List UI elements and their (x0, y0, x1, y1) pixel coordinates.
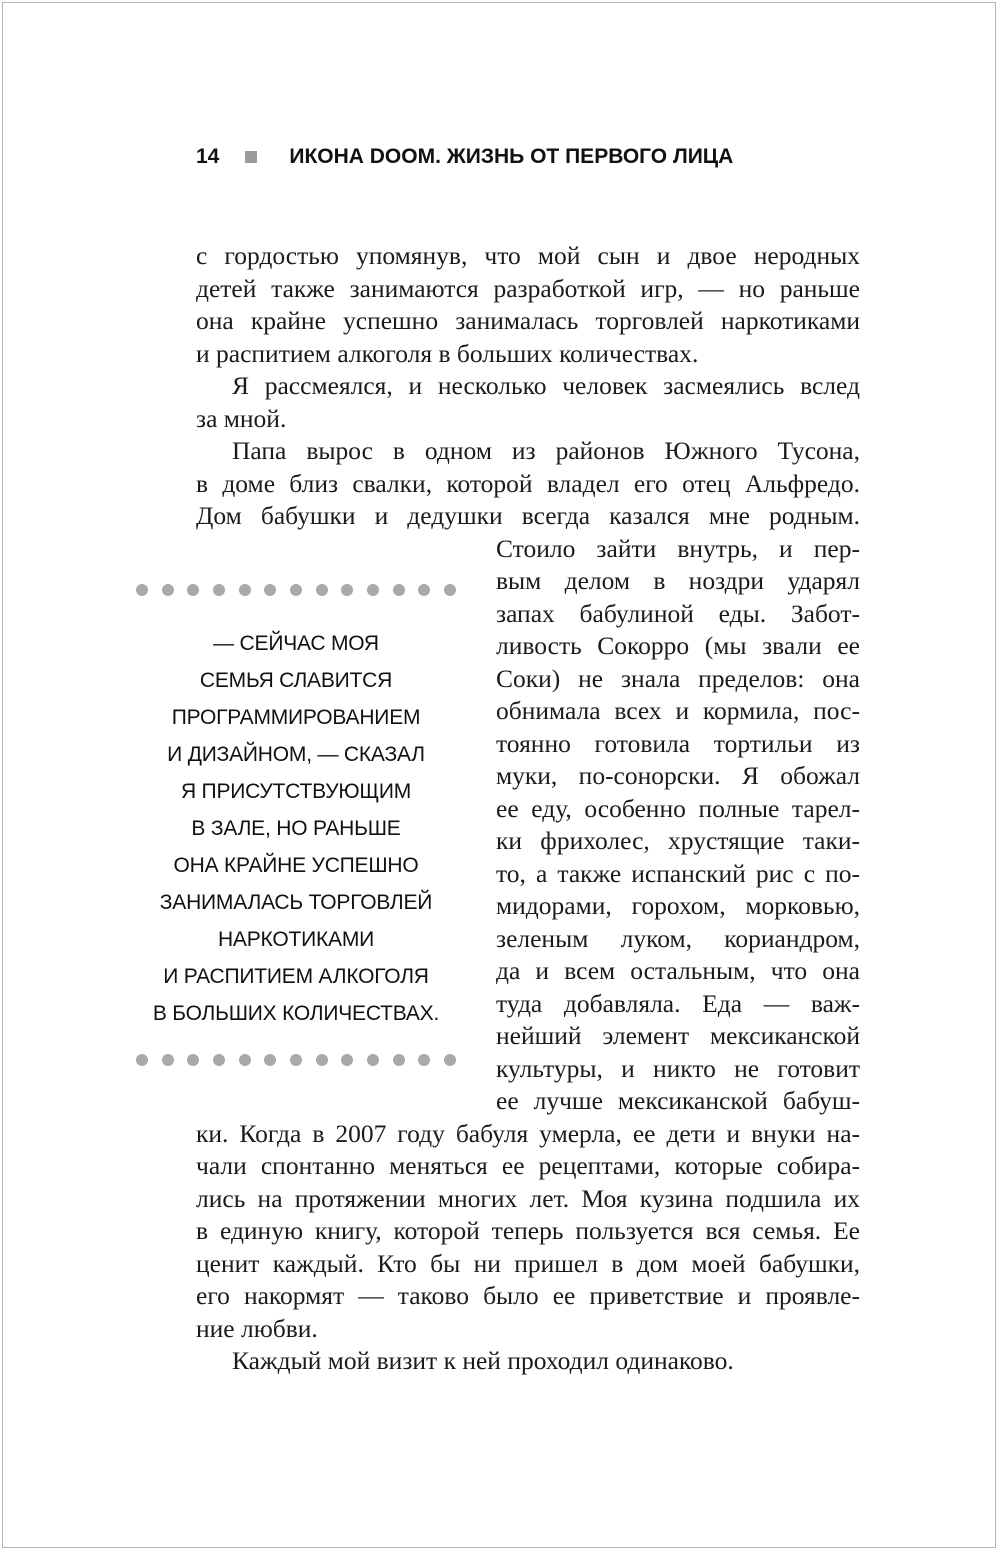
text-line: с гордостью упомянув, что мой сын и двое неродных (196, 241, 860, 270)
text-line: муки, по-сонорски. Я обожал (496, 761, 860, 790)
text-line: ки. Когда в 2007 году бабуля умерла, ее дети и внуки на- (196, 1119, 860, 1148)
pull-quote-top-dots (136, 584, 456, 598)
text-line: туда добавляла. Еда — важ- (496, 989, 860, 1018)
text-line: в единую книгу, которой теперь пользуется вся семья. Ее (196, 1216, 860, 1245)
pull-quote-line: В ЗАЛЕ, НО РАНЬШЕ (191, 817, 401, 840)
text-line: культуры, и никто не готовит (496, 1054, 860, 1083)
text-line: обнимала всех и кормила, пос- (496, 696, 860, 725)
text-line: нейший элемент мексиканской (496, 1021, 860, 1050)
text-line: то, а также испанский рис с по- (496, 859, 860, 888)
text-line: ки фрихолес, хрустящие таки- (496, 826, 860, 855)
pull-quote (136, 580, 456, 1025)
text-line: она крайне успешно занималась торговлей наркотиками (196, 306, 860, 335)
text-line: мидорами, горохом, морковью, (496, 891, 860, 920)
text-line: тоянно готовила тортильи из (496, 729, 860, 758)
text-line: ние любви. (196, 1314, 318, 1343)
text-line: да и всем остальным, что она (496, 956, 860, 985)
text-line: детей также занимаются разработкой игр, — но раньше (196, 274, 860, 303)
text-line: и распитием алкоголя в больших количествах. (196, 339, 699, 368)
text-line: ее лучше мексиканской бабуш- (496, 1086, 860, 1115)
text-line: в доме близ свалки, которой владел его отец Альфредо. (196, 469, 860, 498)
text-line: за мной. (196, 404, 287, 433)
pull-quote-line: Я ПРИСУТСТВУЮЩИМ (180, 780, 412, 803)
pull-quote-bottom-dots (136, 1054, 456, 1068)
text-line: его накормят — таково было ее приветствие и проявле- (196, 1281, 860, 1310)
pull-quote-line: — СЕЙЧАС МОЯ (213, 632, 379, 655)
text-line: зеленым луком, кориандром, (496, 924, 860, 953)
running-header (196, 142, 733, 172)
page-number: 14 (196, 145, 220, 168)
pull-quote-line: СЕМЬЯ СЛАВИТСЯ (199, 669, 393, 692)
text-line: вым делом в ноздри ударял (496, 566, 860, 595)
text-line: ценит каждый. Кто бы ни пришел в дом моей бабушки, (196, 1249, 860, 1278)
text-line: чали спонтанно меняться ее рецептами, которые собира- (196, 1151, 860, 1180)
pull-quote-line: ПРОГРАММИРОВАНИЕМ (171, 706, 421, 729)
text-line: ливость Сокорро (мы звали ее (496, 631, 860, 660)
text-line: Я рассмеялся, и несколько человек засмеялись вслед (232, 371, 860, 400)
text-line: лись на протяжении многих лет. Моя кузина подшила их (196, 1184, 860, 1213)
pull-quote-line: ОНА КРАЙНЕ УСПЕШНО (173, 854, 419, 877)
text-line: Дом бабушки и дедушки всегда казался мне родным. (196, 501, 860, 530)
pull-quote-line: В БОЛЬШИХ КОЛИЧЕСТВАХ. (152, 1002, 440, 1025)
pull-quote-line: НАРКОТИКАМИ (217, 928, 375, 951)
text-line: запах бабулиной еды. Забот- (496, 599, 860, 628)
text-line: Каждый мой визит к ней проходил одинаково. (232, 1346, 734, 1375)
pull-quote-line: ЗАНИМАЛАСЬ ТОРГОВЛЕЙ (159, 891, 433, 914)
text-line: ее еду, особенно полные тарел- (496, 794, 860, 823)
pull-quote-line: И РАСПИТИЕМ АЛКОГОЛЯ (163, 965, 429, 988)
header-separator-square (245, 151, 257, 163)
text-line: Стоило зайти внутрь, и пер- (496, 534, 860, 563)
text-line: Папа вырос в одном из районов Южного Тусона, (232, 436, 860, 465)
pull-quote-line: И ДИЗАЙНОМ, — СКАЗАЛ (167, 743, 425, 766)
text-line: Соки) не знала пределов: она (496, 664, 860, 693)
book-title: ИКОНА DOOM. ЖИЗНЬ ОТ ПЕРВОГО ЛИЦА (289, 145, 734, 168)
